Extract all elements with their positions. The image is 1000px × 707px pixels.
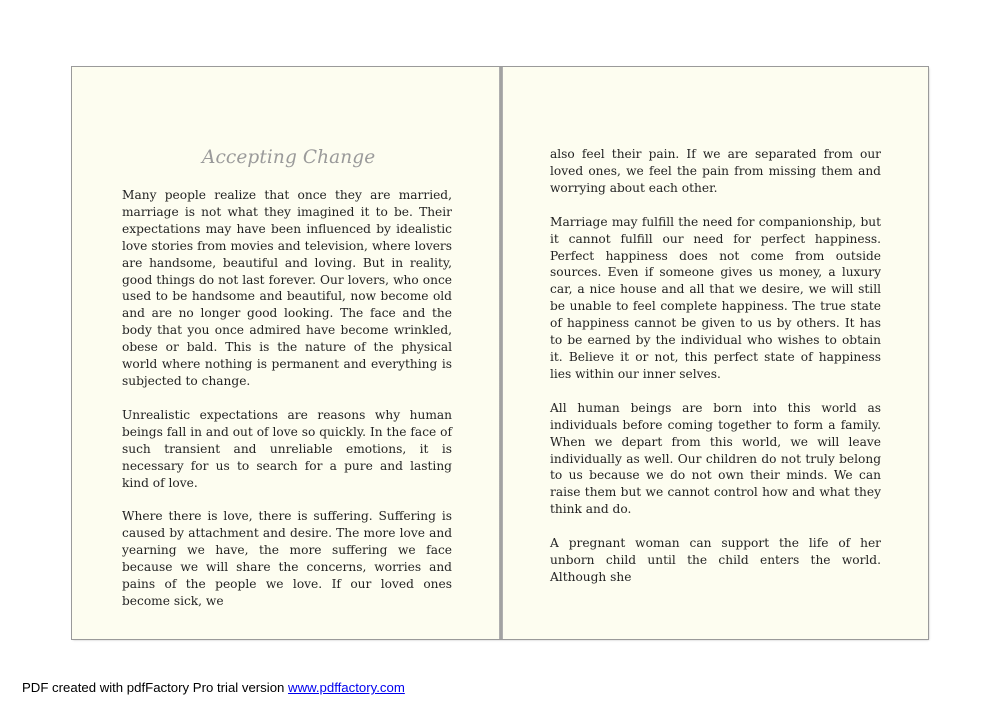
paragraph: A pregnant woman can support the life of her unborn child until the child enters the world. Although she: [550, 536, 881, 584]
paragraph: Unrealistic expectations are reasons why human beings fall in and out of love so quickly. In the face of such transient and unreliable emotions, it is necessary for us to search for a pure and lasting kind of love.: [122, 407, 452, 490]
left-page: [72, 67, 499, 639]
paragraph: also feel their pain. If we are separated from our loved ones, we feel the pain from missing them and worrying about each other.: [550, 147, 881, 195]
paragraph: Many people realize that once they are married, marriage is not what they imagined it to be. Their expectations may have been influenced by idealistic love stories from movies and television, where lovers are handsome, beautiful and loving. But in reality, good things do not last forever. Our lovers, who once used to be handsome and beautiful, now become old and are no longer good looking. The face and the body that you once admired have become wrinkled, obese or bald. This is the nature of the physical world where nothing is permanent and everything is subjected to change.: [122, 188, 452, 388]
chapter-title: Accepting Change: [202, 147, 376, 168]
pdf-footer: [22, 680, 405, 695]
paragraph: Marriage may fulfill the need for companionship, but it cannot fulfill our need for perfect happiness. Perfect happiness does not come from outside sources. Even if someone gives us money, a luxury car, a nice house and all that we desire, we will still be unable to feel complete happiness. The true state of happiness cannot be given to us by others. It has to be earned by the individual who wishes to obtain it. Believe it or not, this perfect state of happiness lies within our inner selves.: [550, 214, 881, 381]
paragraph: Where there is love, there is suffering. Suffering is caused by attachment and desire. The more love and yearning we have, the more suffering we face because we will share the concerns, worries and pains of the people we love. If our loved ones become sick, we: [122, 509, 452, 608]
footer-text: PDF created with pdfFactory Pro trial version: [22, 680, 289, 695]
book-spread: [72, 67, 928, 639]
right-page-text: [550, 146, 881, 603]
left-page-text: [122, 187, 452, 627]
pdffactory-link[interactable]: www.pdffactory.com: [288, 680, 405, 695]
right-page: [503, 67, 928, 639]
paragraph: All human beings are born into this world as individuals before coming together to form a family. When we depart from this world, we will leave individually as well. Our children do not truly belong to us because we do not own their minds. We can raise them but we cannot control how and what they think and do.: [550, 400, 881, 517]
